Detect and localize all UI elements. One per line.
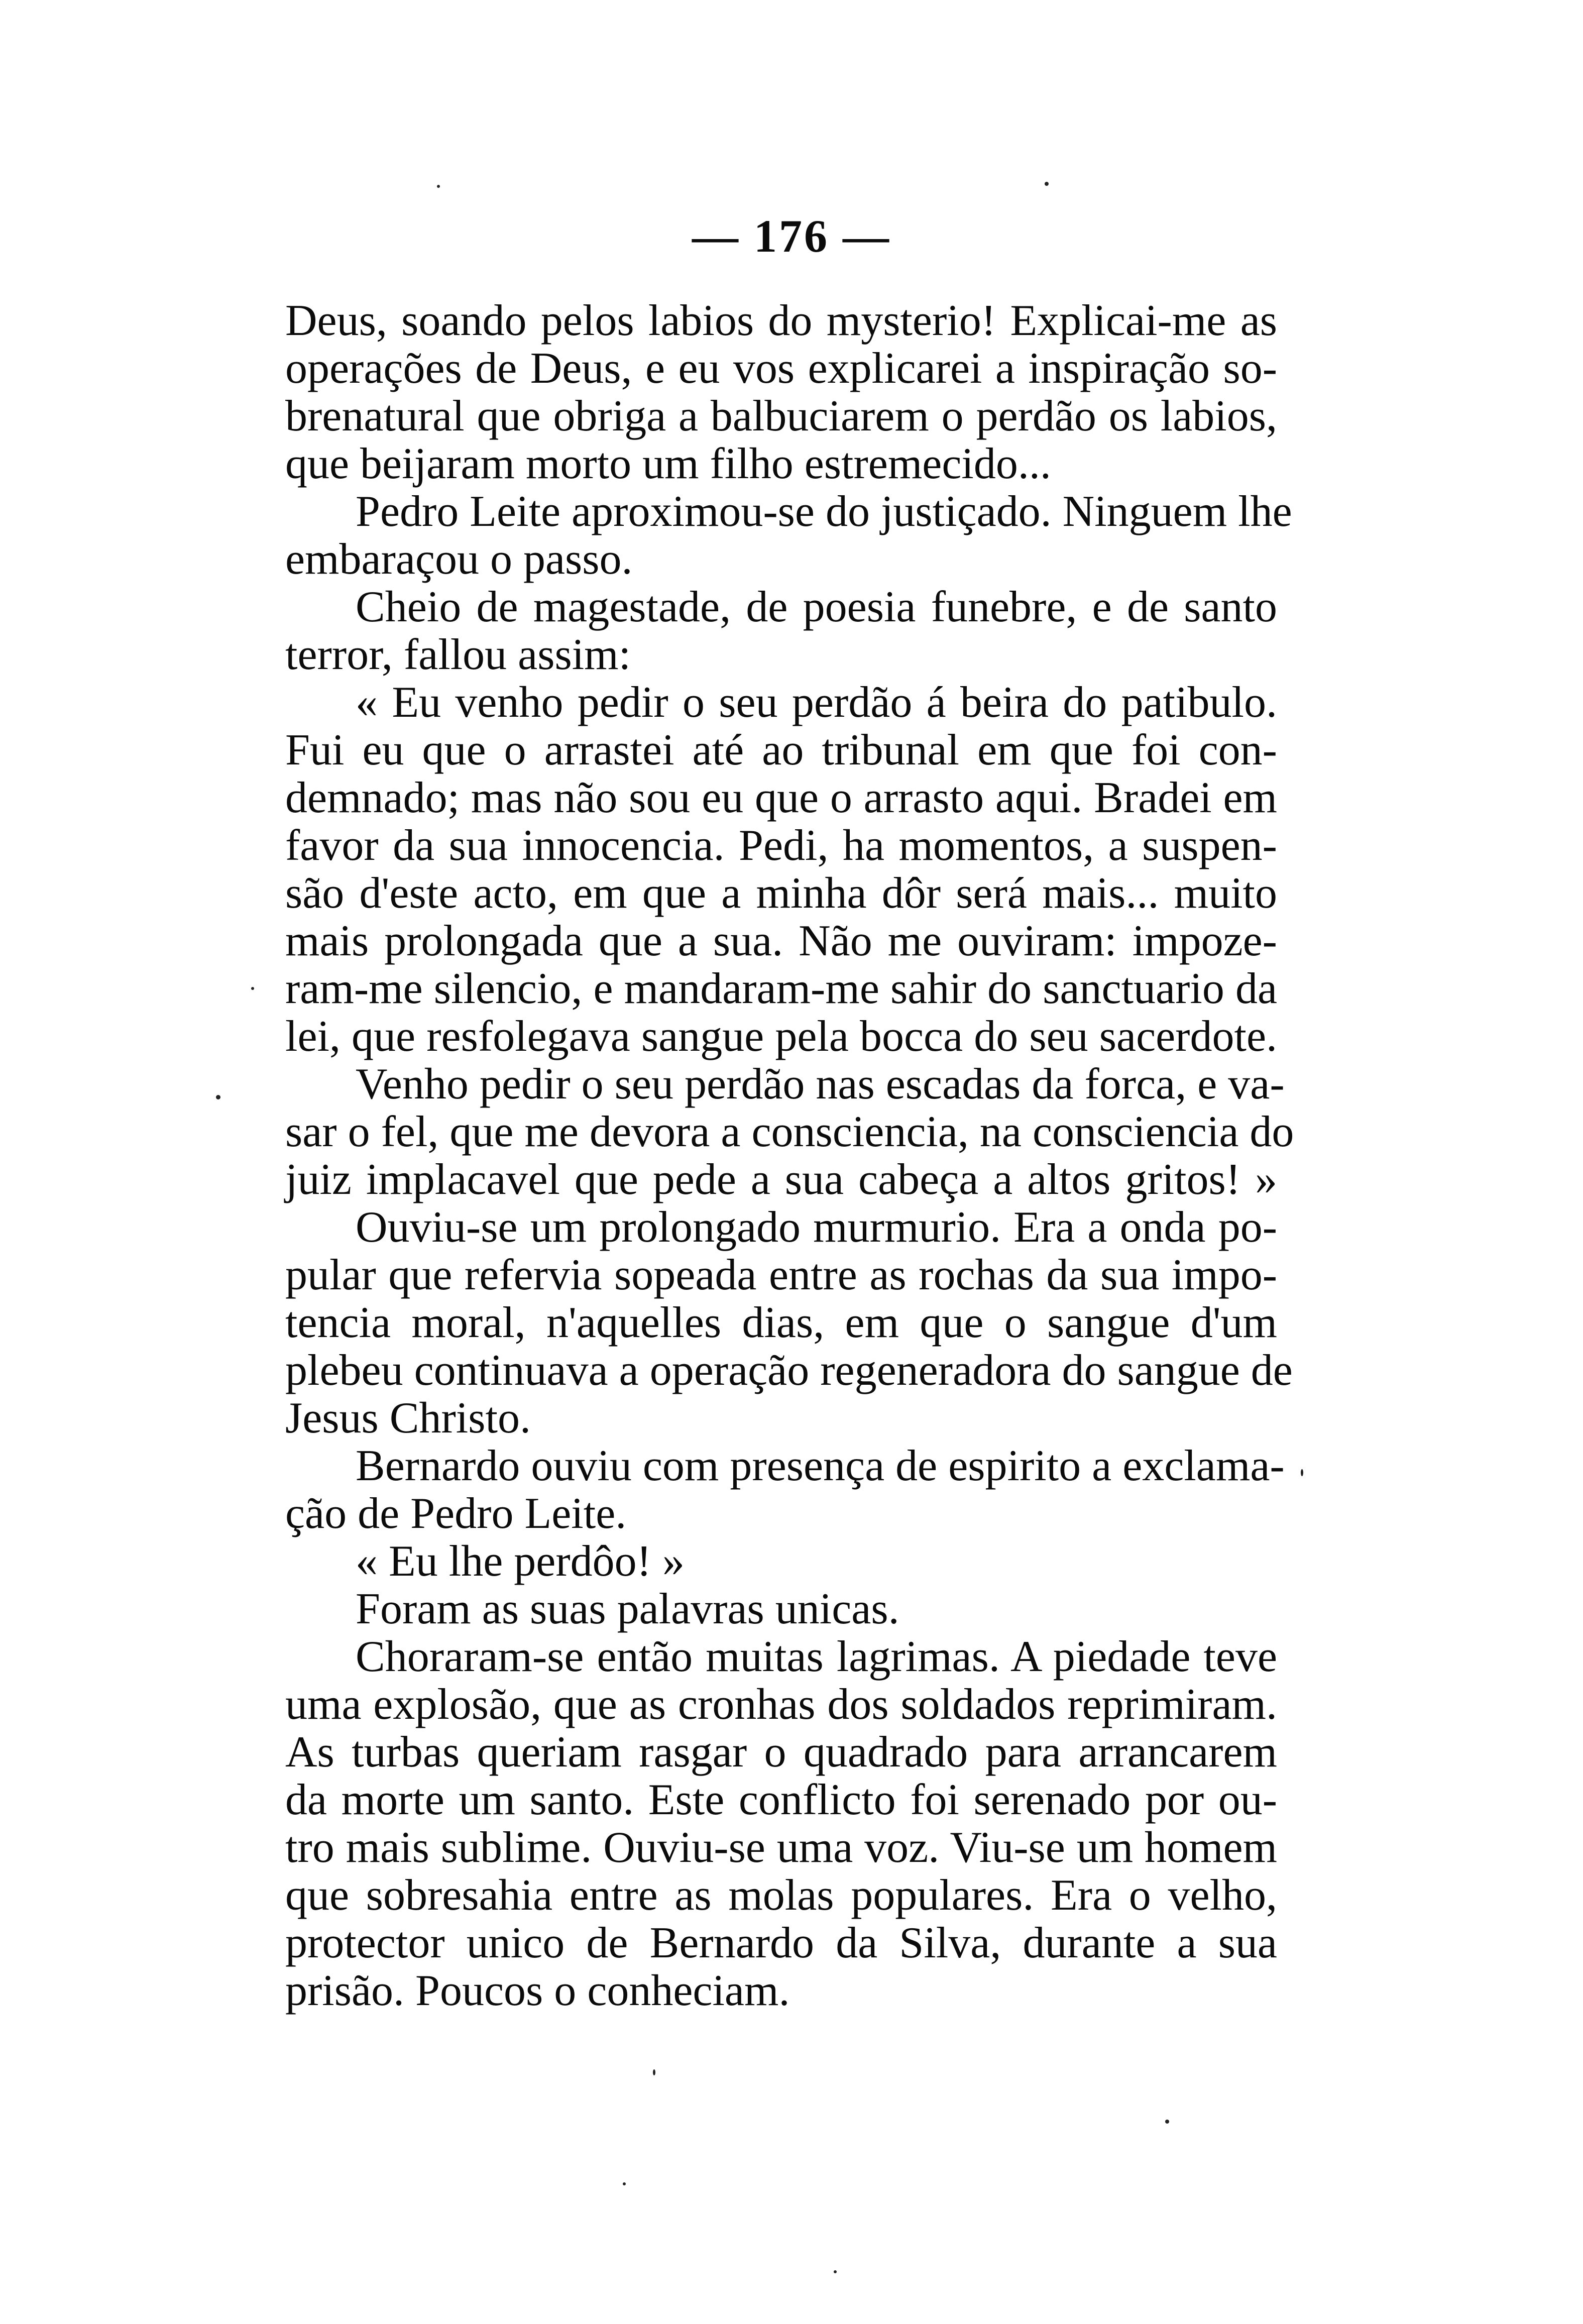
text-line: prisão. Poucos o conheciam. xyxy=(285,1966,790,2015)
page-number: — 176 — xyxy=(692,210,891,262)
text-line: Foram as suas palavras unicas. xyxy=(356,1585,899,1633)
text-line: pular que refervia sopeada entre as rochas da sua impo- xyxy=(285,1251,1277,1299)
text-line: terror, fallou assim: xyxy=(285,630,631,679)
text-line: Fui eu que o arrastei até ao tribunal em que foi con- xyxy=(285,726,1277,774)
text-line: plebeu continuava a operação regeneradora do sangue de xyxy=(285,1346,1293,1395)
paper-speck xyxy=(437,185,440,188)
text-line: brenatural que obriga a balbuciarem o perdão os labios, xyxy=(285,392,1277,440)
text-line: « Eu lhe perdôo! » xyxy=(356,1537,685,1586)
text-line: Bernardo ouviu com presença de espirito a exclama- xyxy=(356,1442,1285,1490)
text-line: da morte um santo. Este conflicto foi serenado por ou- xyxy=(285,1776,1277,1824)
paper-speck xyxy=(1301,1469,1303,1476)
paper-speck xyxy=(653,2069,655,2075)
paper-speck xyxy=(623,2182,626,2185)
paper-speck xyxy=(1045,182,1049,186)
paper-speck xyxy=(834,2270,837,2273)
text-line: Choraram-se então muitas lagrimas. A piedade teve xyxy=(356,1632,1277,1681)
paper-speck xyxy=(216,1095,220,1099)
text-line: embaraçou o passo. xyxy=(285,535,633,584)
text-line: operações de Deus, e eu vos explicarei a inspiração so- xyxy=(285,344,1277,393)
text-line: uma explosão, que as cronhas dos soldados reprimiram. xyxy=(285,1680,1277,1729)
text-line: mais prolongada que a sua. Não me ouviram: impoze- xyxy=(285,917,1277,965)
text-line: As turbas queriam rasgar o quadrado para arrancarem xyxy=(285,1728,1277,1777)
text-line: lei, que resfolegava sangue pela bocca do seu sacerdote. xyxy=(285,1012,1277,1061)
text-line: ção de Pedro Leite. xyxy=(285,1489,627,1538)
paper-speck xyxy=(251,987,254,990)
text-line: « Eu venho pedir o seu perdão á beira do patibulo. xyxy=(356,678,1277,727)
text-line: ram-me silencio, e mandaram-me sahir do sanctuario da xyxy=(285,964,1277,1013)
text-line: Cheio de magestade, de poesia funebre, e de santo xyxy=(356,583,1277,631)
text-line: Ouviu-se um prolongado murmurio. Era a onda po- xyxy=(356,1203,1277,1252)
text-line: favor da sua innocencia. Pedi, ha momentos, a suspen- xyxy=(285,821,1277,870)
text-line: são d'este acto, em que a minha dôr será mais... muito xyxy=(285,869,1277,918)
text-line: Venho pedir o seu perdão nas escadas da forca, e va- xyxy=(356,1060,1285,1109)
text-line: Pedro Leite aproximou-se do justiçado. Ninguem lhe xyxy=(356,487,1292,536)
text-line: Jesus Christo. xyxy=(285,1394,531,1443)
text-line: que beijaram morto um filho estremecido... xyxy=(285,439,1051,488)
text-line: juiz implacavel que pede a sua cabeça a altos gritos! » xyxy=(285,1155,1277,1204)
text-line: que sobresahia entre as molas populares. Era o velho, xyxy=(285,1871,1277,1920)
paper-speck xyxy=(1165,2120,1169,2124)
text-line: sar o fel, que me devora a consciencia, na consciencia do xyxy=(285,1108,1294,1156)
text-line: demnado; mas não sou eu que o arrasto aqui. Bradei em xyxy=(285,773,1277,822)
text-line: protector unico de Bernardo da Silva, durante a sua xyxy=(285,1919,1277,1967)
text-line: tro mais sublime. Ouviu-se uma voz. Viu-se um homem xyxy=(285,1823,1277,1872)
text-line: tencia moral, n'aquelles dias, em que o sangue d'um xyxy=(285,1298,1277,1347)
text-line: Deus, soando pelos labios do mysterio! Explicai-me as xyxy=(285,296,1277,345)
